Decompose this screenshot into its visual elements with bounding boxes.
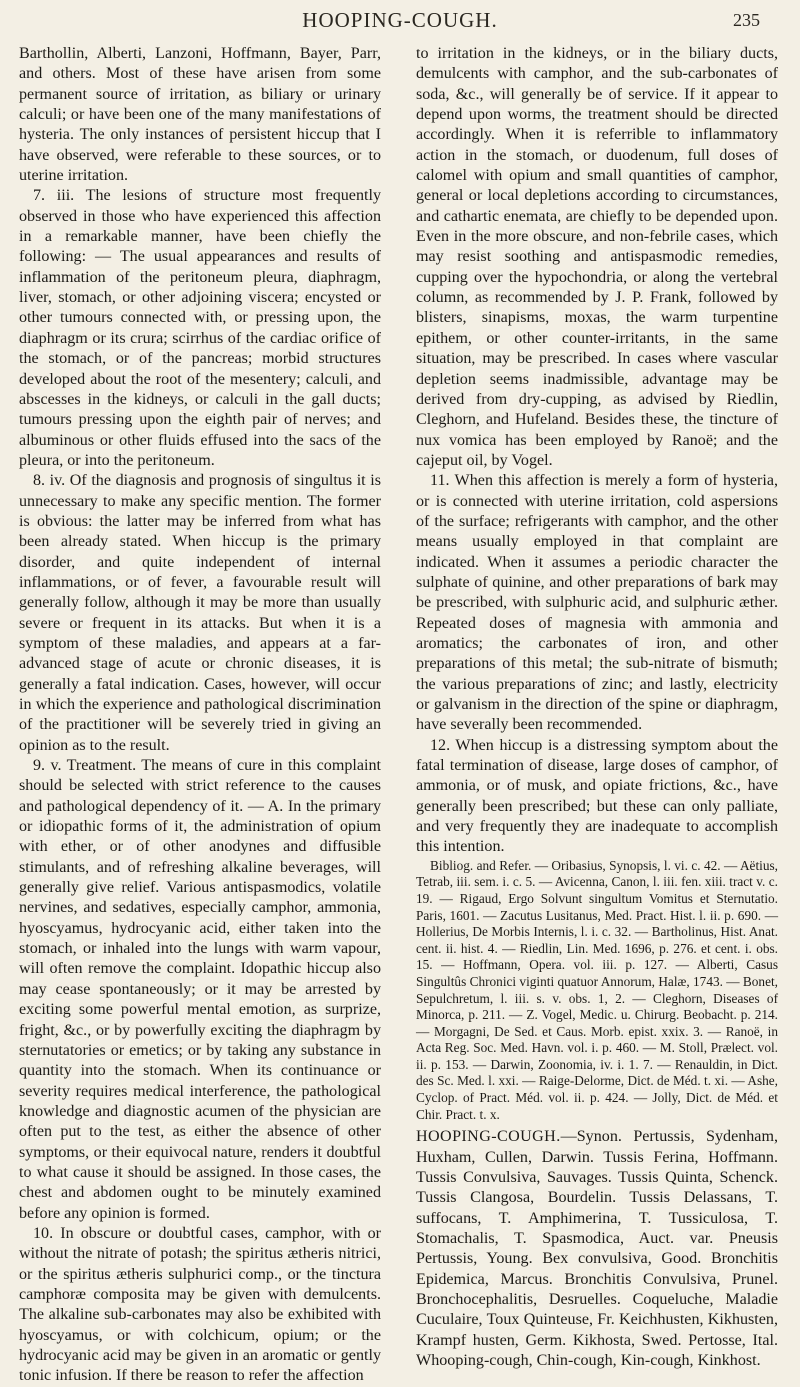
page-number: 235: [733, 10, 760, 30]
paragraph: 7. iii. The lesions of structure most frequently observed in those who have experienced this affection in a remarkable manner, have been chiefly the following: — The usual appearances and results of inflammation of the peritoneum pleura, diaphragm, liver, stomach, or other adjoining viscera; encysted or other tumours connected with, or pressing upon, the diaphragm or its crura; scirrhus of the cardiac orifice of the stomach, or of the pancreas; morbid structures developed about the root of the mesentery; calculi, and abscesses in the kidneys, or calculi in the gall ducts; tumours pressing upon the eighth pair of nerves; and albuminous or other fluids effused into the sacs of the pleura, or into the peritoneum.: [19, 187, 381, 469]
left-column: [19, 44, 381, 1385]
paragraph: Barthollin, Alberti, Lanzoni, Hoffmann, Bayer, Parr, and others. Most of these have arisen from some permanent source of irritation, as biliary or urinary calculi; or have been one of the many manifestations of hysteria. The only instances of persistent hiccup that I have observed, were referable to these sources, or to uterine irritation.: [19, 45, 381, 185]
paragraph: 9. v. Treatment. The means of cure in this complaint should be selected with strict reference to the causes and pathological dependency of it. — A. In the primary or idiopathic forms of it, the administration of opium with ether, or of other anodynes and diffusible stimulants, and of refreshing alkaline beverages, will generally give relief. Various antispasmodics, volatile nervines, and sedatives, especially camphor, ammonia, hyoscyamus, hydrocyanic acid, either taken into the stomach, or inhaled into the lungs with warm vapour, will often remove the complaint. Idopathic hiccup also may cease spontaneously; or it may be arrested by exciting some powerful mental emotion, as surprize, fright, &c., or by powerfully exciting the diaphragm by sternutatories or emetics; or by taking any substance in quantity into the stomach. When its continuance or severity requires medical interference, the pathological knowledge and diagnostic acumen of the physician are often put to the test, as either the absence of other symptoms, or their equivocal nature, renders it doubtful to what cause it should be assigned. In those cases, the chest and abdomen ought to be minutely examined before any opinion is formed.: [19, 757, 381, 1222]
right-column: [416, 44, 778, 1370]
running-head: HOOPING-COUGH.: [302, 8, 498, 32]
paragraph: 12. When hiccup is a distressing symptom about the fatal termination of disease, large doses of camphor, of ammonia, or of musk, and opiate frictions, &c., have generally been prescribed; but these can only palliate, and very frequently they are inadequate to accomplish this intention.: [416, 736, 778, 856]
entry-heading: [416, 1127, 778, 1371]
entry-synonyms: —Synon. Pertussis, Sydenham, Huxham, Cullen, Darwin. Tussis Ferina, Hoffmann. Tussis Convulsiva, Sauvages. Tussis Quinta, Schenck. Tussis Clangosa, Bourdelin. Tussis Delassans, T. suffocans, T. Amphimerina, T. Tussiculosa, T. Stomachalis, T. Spasmodica, Auct. var. Pneusis Pertussis, Young. Bex convulsiva, Good. Bronchitis Epidemica, Marcus. Bronchitis Convulsiva, Prunel. Bronchocephalitis, Desruelles. Coqueluche, Maladie Cuculaire, Toux Quinteuse, Fr. Keichhusten, Kikhusten, Krampf husten, Germ. Kikhosta, Swed. Pertosse, Ital. Whooping-cough, Chin-cough, Kin-cough, Kinkhost.: [416, 1128, 778, 1370]
paragraph: 11. When this affection is merely a form of hysteria, or is connected with uterine irritation, cold aspersions of the surface; refrigerants with camphor, and the other means usually employed in that complaint are indicated. When it assumes a periodic character the sulphate of quinine, and other preparations of bark may be prescribed, with sulphuric acid, and sulphuric æther. Repeated doses of magnesia with ammonia and aromatics; the carbonates of iron, and other preparations of this metal; the sub-nitrate of bismuth; the various preparations of zinc; and lastly, electricity or galvanism in the direction of the spine or diaphragm, have severally been recommended.: [416, 472, 778, 734]
entry-title: HOOPING-COUGH.: [416, 1128, 561, 1146]
paragraph: 8. iv. Of the diagnosis and prognosis of singultus it is unnecessary to make any specific mention. The former is obvious: the latter may be inferred from what has been already stated. When hiccup is the primary disorder, and quite independent of internal inflammations, or of fever, a favourable result will generally follow, although it may be more than usually severe or frequent in its attacks. But when it is a symptom of these maladies, and appears at a far-advanced stage of acute or chronic diseases, it is generally a fatal indication. Cases, however, will occur in which the experience and pathological discrimination of the practitioner will be severely tried in giving an opinion as to the result.: [19, 472, 381, 754]
page-header: [0, 8, 800, 38]
paragraph: 10. In obscure or doubtful cases, camphor, with or without the nitrate of potash; the spiritus ætheris nitrici, or the spiritus ætheris sulphurici comp., or the tinctura camphoræ composita may be given with demulcents. The alkaline sub-carbonates may also be exhibited with hyoscyamus, or with colchicum, opium; or the hydrocyanic acid may be given in an aromatic or gently tonic infusion. If there be reason to refer the affection: [19, 1224, 381, 1385]
paragraph: to irritation in the kidneys, or in the biliary ducts, demulcents with camphor, and the sub-carbonates of soda, &c., will generally be of service. If it appear to depend upon worms, the treatment should be directed accordingly. When it is referrible to inflammatory action in the stomach, or duodenum, full doses of calomel with opium and small quantities of camphor, general or local depletions according to circumstances, and cathartic enemata, are chiefly to be depended upon. Even in the more obscure, and non-febrile cases, which may resist soothing and antispasmodic remedies, cupping over the hypochondria, or along the vertebral column, as recommended by J. P. Frank, followed by blisters, sinapisms, moxas, the warm turpentine epithem, or other counter-irritants, in the same situation, may be prescribed. In cases where vascular depletion seems inadmissible, advantage may be derived from dry-cupping, as advised by Riedlin, Cleghorn, and Hufeland. Besides these, the tincture of nux vomica has been employed by Ranoë; and the cajeput oil, by Vogel.: [416, 45, 778, 469]
bibliography: Bibliog. and Refer. — Oribasius, Synopsis, l. vi. c. 42. — Aëtius, Tetrab, iii. sem. i. c. 5. — Avicenna, Canon, l. iii. fen. xiii. tract v. c. 19. — Rigaud, Ergo Solvunt singultum Vomitus et Sternutatio. Paris, 1601. — Zacutus Lusitanus, Med. Pract. Hist. l. ii. p. 690. — Hollerius, De Morbis Internis, l. i. c. 32. — Bartholinus, Hist. Anat. cent. ii. hist. 4. — Riedlin, Lin. Med. 1696, p. 276. et cent. i. obs. 15. — Hoffmann, Opera. vol. iii. p. 127. — Alberti, Casus Singultûs Chronici viginti quatuor Annorum, Halæ, 1743. — Bonet, Sepulchretum, l. iii. s. v. obs. 1, 2. — Cleghorn, Diseases of Minorca, p. 211. — Z. Vogel, Medic. u. Chirurg. Beobacht. p. 214. — Morgagni, De Sed. et Caus. Morb. epist. xxix. 3. — Ranoë, in Acta Reg. Soc. Med. Havn. vol. i. p. 460. — M. Stoll, Prælect. vol. ii. p. 153. — Darwin, Zoonomia, iv. i. 1. 7. — Renauldin, in Dict. des Sc. Med. l. xxi. — Raige-Delorme, Dict. de Méd. t. xi. — Ashe, Cyclop. of Pract. Méd. vol. ii. p. 424. — Jolly, Dict. de Méd. et Chir. Pract. t. x.: [416, 857, 778, 1122]
